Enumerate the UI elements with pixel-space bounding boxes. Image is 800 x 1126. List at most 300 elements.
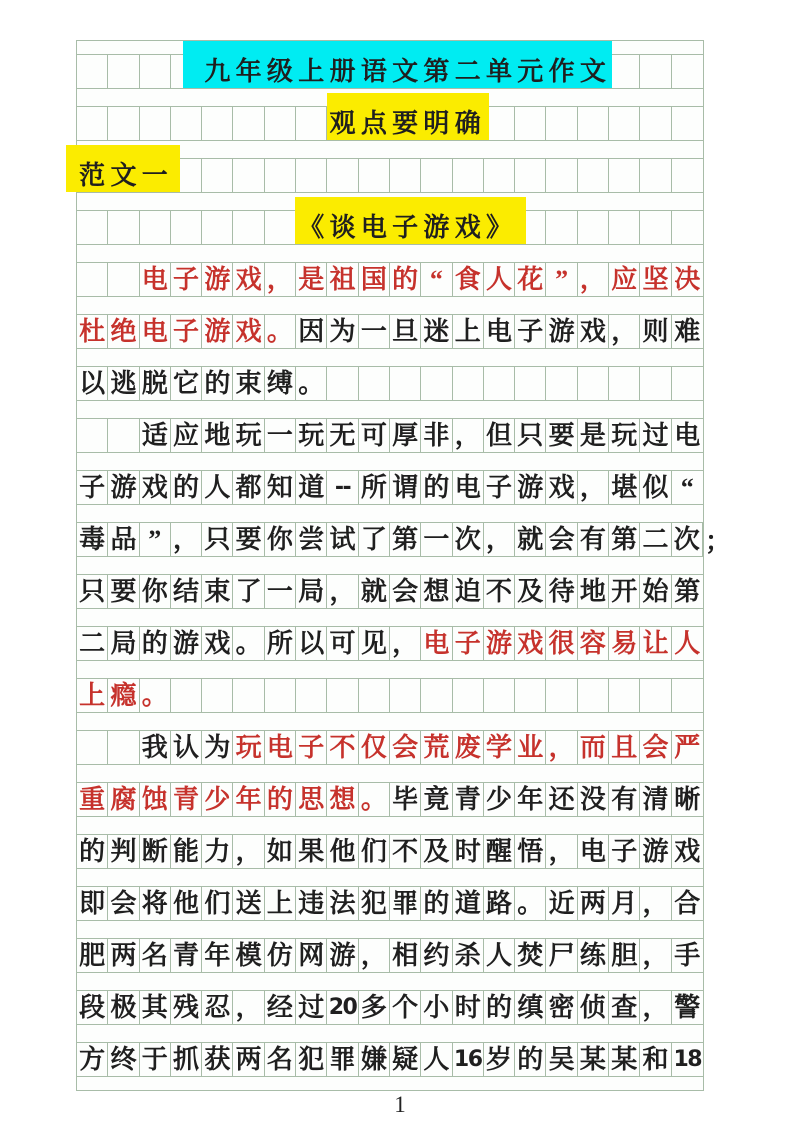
grid-cell — [77, 263, 108, 296]
grid-cell — [484, 939, 515, 972]
character: 一 — [266, 420, 293, 450]
character: 戏 — [517, 628, 544, 658]
grid-cell — [640, 315, 671, 348]
grid-spacer — [77, 921, 703, 939]
character: 要 — [110, 576, 137, 606]
grid-cell — [515, 783, 546, 816]
grid-cell — [390, 211, 421, 244]
grid-cell — [484, 627, 515, 660]
grid-cell — [359, 523, 390, 556]
character: 毕 — [392, 784, 419, 814]
character: ， — [392, 628, 419, 658]
character: 重 — [79, 784, 106, 814]
grid-cell — [265, 315, 296, 348]
grid-cell — [640, 835, 671, 868]
character: 要 — [548, 420, 575, 450]
character: 》 — [486, 212, 513, 242]
character: 时 — [454, 836, 481, 866]
grid-cell — [672, 315, 703, 348]
grid-cell — [202, 159, 233, 192]
grid-cell — [359, 991, 390, 1024]
character: 会 — [642, 732, 669, 762]
character: 就 — [360, 576, 387, 606]
grid-cell — [359, 783, 390, 816]
character: 局 — [110, 628, 137, 658]
grid-cell — [390, 523, 421, 556]
character: 堪 — [611, 472, 638, 502]
grid-spacer — [77, 1077, 703, 1090]
character: -- — [334, 474, 351, 500]
grid-cell — [359, 159, 390, 192]
character: 尸 — [548, 940, 575, 970]
character: 难 — [674, 316, 701, 346]
grid-cell — [202, 835, 233, 868]
grid-cell — [546, 471, 577, 504]
character: 只 — [517, 420, 544, 450]
grid-cell — [578, 107, 609, 140]
grid-cell — [609, 471, 640, 504]
grid-cell — [140, 315, 171, 348]
character: 会 — [548, 524, 575, 554]
character: 点 — [360, 108, 387, 138]
character: 确 — [454, 108, 481, 138]
unit-title — [77, 55, 703, 89]
character: 警 — [674, 992, 701, 1022]
grid-cell — [453, 679, 484, 712]
character: 戏 — [674, 836, 701, 866]
essay-title — [77, 211, 703, 245]
grid-spacer — [77, 661, 703, 679]
character: 人 — [486, 940, 513, 970]
grid-spacer — [77, 973, 703, 991]
grid-cell — [546, 211, 577, 244]
grid-spacer — [77, 297, 703, 315]
character: 会 — [392, 576, 419, 606]
character: 蚀 — [141, 784, 168, 814]
character: 疑 — [392, 1044, 419, 1074]
character: 子 — [454, 628, 481, 658]
grid-cell — [453, 627, 484, 660]
grid-spacer — [77, 349, 703, 367]
grid-cell — [672, 575, 703, 608]
grid-cell — [233, 991, 264, 1024]
grid-cell — [327, 55, 358, 88]
grid-cell — [390, 419, 421, 452]
grid-cell — [453, 159, 484, 192]
grid-cell — [140, 419, 171, 452]
grid-cell — [265, 523, 296, 556]
grid-cell — [640, 783, 671, 816]
character: 们 — [360, 836, 387, 866]
grid-cell — [202, 419, 233, 452]
grid-cell — [77, 835, 108, 868]
grid-cell — [578, 939, 609, 972]
grid-cell — [390, 471, 421, 504]
character: 名 — [266, 1044, 293, 1074]
grid-cell — [640, 991, 671, 1024]
grid-cell — [515, 575, 546, 608]
grid-cell — [77, 679, 108, 712]
grid-cell — [359, 1043, 390, 1076]
grid-cell — [453, 471, 484, 504]
grid-cell — [171, 783, 202, 816]
character: 知 — [266, 472, 293, 502]
character: 范 — [79, 160, 106, 190]
grid-cell — [609, 627, 640, 660]
character: 祖 — [329, 264, 356, 294]
character: 青 — [173, 940, 200, 970]
grid-cell — [546, 263, 577, 296]
grid-cell — [484, 315, 515, 348]
grid-cell — [453, 367, 484, 400]
character: 近 — [548, 888, 575, 918]
character: 上 — [79, 680, 106, 710]
grid-cell — [390, 107, 421, 140]
character: 瘾 — [110, 680, 137, 710]
grid-cell — [546, 315, 577, 348]
body-line — [77, 627, 703, 661]
grid-cell — [140, 1043, 171, 1076]
grid-cell — [140, 55, 171, 88]
character: 第 — [423, 56, 450, 86]
character: 罪 — [392, 888, 419, 918]
grid-cell — [640, 939, 671, 972]
body-line — [77, 783, 703, 817]
grid-cell — [77, 783, 108, 816]
character: 很 — [548, 628, 575, 658]
character: 约 — [423, 940, 450, 970]
grid-cell — [453, 991, 484, 1024]
grid-cell — [233, 887, 264, 920]
grid-cell — [546, 107, 577, 140]
grid-cell — [77, 419, 108, 452]
grid-cell — [578, 679, 609, 712]
grid-cell — [140, 159, 171, 192]
character: 戏 — [235, 316, 262, 346]
grid-cell — [515, 627, 546, 660]
character: 九 — [204, 56, 231, 86]
character: 判 — [110, 836, 137, 866]
character: 子 — [392, 212, 419, 242]
character: 侦 — [579, 992, 606, 1022]
writing-grid — [76, 40, 732, 1091]
character: 查 — [611, 992, 638, 1022]
grid-cell — [578, 783, 609, 816]
grid-cell — [609, 159, 640, 192]
grid-cell — [359, 471, 390, 504]
character: 始 — [642, 576, 669, 606]
grid-cell — [233, 419, 264, 452]
character: 是 — [579, 420, 606, 450]
grid-cell — [359, 107, 390, 140]
grid-cell — [327, 575, 358, 608]
grid-cell — [77, 159, 108, 192]
character: 的 — [392, 264, 419, 294]
character: 上 — [454, 316, 481, 346]
character: 某 — [611, 1044, 638, 1074]
grid-cell — [108, 991, 139, 1024]
grid-cell — [640, 367, 671, 400]
character: 次 — [673, 524, 700, 554]
grid-cell — [171, 627, 202, 660]
grid-cell — [640, 627, 671, 660]
grid-cell — [672, 367, 703, 400]
character: 废 — [454, 732, 481, 762]
character: 但 — [486, 420, 513, 450]
character: ， — [642, 888, 669, 918]
character: ， — [235, 836, 262, 866]
grid-cell — [578, 731, 609, 764]
grid-cell — [609, 991, 640, 1024]
character: 16 — [453, 1046, 482, 1072]
grid-cell — [233, 315, 264, 348]
grid-cell — [515, 887, 546, 920]
grid-cell — [640, 159, 671, 192]
character: 少 — [486, 784, 513, 814]
grid-cell — [327, 367, 358, 400]
grid-cell — [108, 315, 139, 348]
character: 有 — [579, 524, 606, 554]
character: 电 — [141, 316, 168, 346]
character: 地 — [204, 420, 231, 450]
grid-cell — [77, 523, 108, 556]
character: 人 — [674, 628, 701, 658]
grid-cell — [108, 107, 139, 140]
grid-cell — [77, 627, 108, 660]
grid-cell — [359, 315, 390, 348]
grid-cell — [296, 419, 327, 452]
grid-cell — [609, 419, 640, 452]
grid-cell — [233, 55, 264, 88]
grid-cell — [140, 887, 171, 920]
grid-cell — [233, 835, 264, 868]
character: ， — [548, 732, 575, 762]
character: 能 — [173, 836, 200, 866]
character: 束 — [235, 368, 262, 398]
character: 电 — [486, 316, 513, 346]
grid-cell — [296, 887, 327, 920]
character: 醒 — [486, 836, 513, 866]
character: 因 — [298, 316, 325, 346]
grid-cell — [672, 783, 703, 816]
character: 其 — [141, 992, 168, 1022]
character: 认 — [173, 732, 200, 762]
character: 且 — [611, 732, 638, 762]
character: 们 — [204, 888, 231, 918]
grid-cell — [484, 419, 515, 452]
grid-cell — [359, 887, 390, 920]
grid-cell — [296, 159, 327, 192]
character: 青 — [454, 784, 481, 814]
grid-cell — [140, 783, 171, 816]
grid-cell — [327, 991, 358, 1024]
grid-cell — [265, 471, 296, 504]
grid-cell — [327, 419, 358, 452]
grid-cell — [171, 887, 202, 920]
grid-cell — [327, 679, 358, 712]
character: 戏 — [548, 472, 575, 502]
character: 青 — [173, 784, 200, 814]
character: 。 — [298, 368, 325, 398]
grid-cell — [77, 107, 108, 140]
character: 作 — [548, 56, 575, 86]
character: 经 — [266, 992, 293, 1022]
character: 脱 — [141, 368, 168, 398]
grid-cell — [202, 939, 233, 972]
grid-cell — [672, 263, 703, 296]
grid-cell — [515, 419, 546, 452]
grid-cell — [421, 159, 452, 192]
character: 游 — [110, 472, 137, 502]
character: 某 — [579, 1044, 606, 1074]
grid-cell — [265, 107, 296, 140]
grid-cell — [202, 731, 233, 764]
character: 及 — [517, 576, 544, 606]
grid-cell — [202, 575, 233, 608]
grid-cell — [296, 627, 327, 660]
grid-cell — [578, 627, 609, 660]
character: 子 — [298, 732, 325, 762]
character: 你 — [266, 524, 293, 554]
grid-cell — [265, 263, 296, 296]
grid-cell — [233, 1043, 264, 1076]
grid-cell — [546, 159, 577, 192]
character: ， — [579, 264, 606, 294]
grid-cell — [296, 55, 327, 88]
character: ， — [548, 836, 575, 866]
character: 岁 — [486, 1044, 513, 1074]
character: 竟 — [423, 784, 450, 814]
grid-spacer — [77, 765, 703, 783]
character: 。 — [266, 316, 293, 346]
character: 游 — [423, 212, 450, 242]
grid-cell — [640, 263, 671, 296]
grid-cell — [421, 939, 452, 972]
character: 游 — [173, 628, 200, 658]
character: 仅 — [360, 732, 387, 762]
grid-cell — [327, 835, 358, 868]
grid-cell — [578, 1043, 609, 1076]
grid-cell — [421, 367, 452, 400]
grid-cell — [327, 315, 358, 348]
character: 观 — [329, 108, 356, 138]
character: 不 — [486, 576, 513, 606]
grid-cell — [233, 107, 264, 140]
character: 无 — [329, 420, 356, 450]
character: 两 — [235, 1044, 262, 1074]
grid-cell — [233, 783, 264, 816]
character: 子 — [611, 836, 638, 866]
grid-cell — [265, 575, 296, 608]
grid-cell — [453, 575, 484, 608]
character: 让 — [642, 628, 669, 658]
grid-cell — [578, 367, 609, 400]
grid-cell — [265, 627, 296, 660]
character: 。 — [235, 628, 262, 658]
grid-cell — [140, 211, 171, 244]
character: 力 — [204, 836, 231, 866]
grid-cell — [171, 835, 202, 868]
character: 过 — [298, 992, 325, 1022]
character: 谈 — [329, 212, 356, 242]
grid-cell — [359, 731, 390, 764]
character: 晰 — [674, 784, 701, 814]
character: 第 — [392, 524, 419, 554]
grid-cell — [609, 887, 640, 920]
character: 所 — [266, 628, 293, 658]
character: 年 — [517, 784, 544, 814]
grid-cell — [640, 887, 671, 920]
character: 道 — [454, 888, 481, 918]
character: 都 — [235, 472, 262, 502]
grid-cell — [233, 263, 264, 296]
grid-spacer — [77, 453, 703, 471]
grid-cell — [265, 367, 296, 400]
grid-cell — [390, 159, 421, 192]
grid-cell — [484, 1043, 515, 1076]
grid-cell — [77, 731, 108, 764]
character: 束 — [204, 576, 231, 606]
sample-label — [77, 159, 703, 193]
character: 品 — [110, 524, 137, 554]
grid-cell — [640, 55, 671, 88]
character: 年 — [235, 56, 262, 86]
body-line — [77, 939, 703, 973]
grid-cell — [265, 211, 296, 244]
grid-cell — [327, 159, 358, 192]
character: 手 — [674, 940, 701, 970]
grid-cell — [609, 1043, 640, 1076]
character: 子 — [173, 316, 200, 346]
character: 电 — [360, 212, 387, 242]
grid-cell — [233, 575, 264, 608]
character: 子 — [517, 316, 544, 346]
grid-cell — [390, 627, 421, 660]
grid-cell — [171, 315, 202, 348]
grid-cell — [578, 211, 609, 244]
character: 只 — [204, 524, 231, 554]
character: 旦 — [392, 316, 419, 346]
grid-cell — [672, 1043, 703, 1076]
grid-cell — [421, 575, 452, 608]
character: 子 — [173, 264, 200, 294]
grid-cell — [265, 835, 296, 868]
character: 明 — [423, 108, 450, 138]
body-line — [77, 523, 732, 557]
grid-cell — [453, 1043, 484, 1076]
character: 月 — [611, 888, 638, 918]
grid-cell — [546, 55, 577, 88]
character: “ — [429, 264, 443, 294]
character: 的 — [423, 472, 450, 502]
character: 戏 — [141, 472, 168, 502]
character: 电 — [423, 628, 450, 658]
grid-cell — [453, 263, 484, 296]
grid-cell — [421, 263, 452, 296]
grid-cell — [171, 731, 202, 764]
character: 非 — [423, 420, 450, 450]
grid-cell — [515, 471, 546, 504]
character: 即 — [79, 888, 106, 918]
character: 尝 — [298, 524, 325, 554]
grid-cell — [296, 263, 327, 296]
grid-cell — [421, 1043, 452, 1076]
character: 一 — [141, 160, 168, 190]
grid-cell — [108, 523, 139, 556]
grid-cell — [108, 211, 139, 244]
grid-cell — [140, 991, 171, 1024]
character: 还 — [548, 784, 575, 814]
